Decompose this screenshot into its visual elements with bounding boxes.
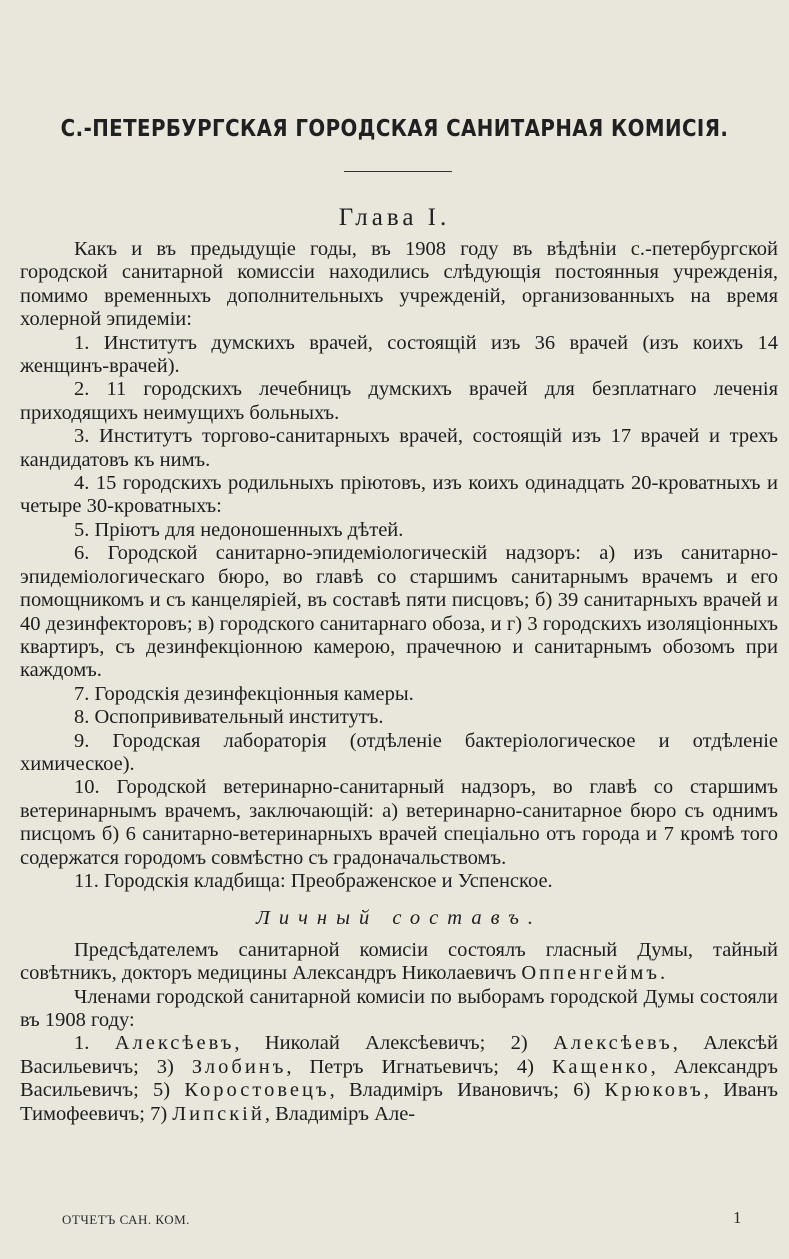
member-surname: Алексѣевъ [114, 1032, 235, 1055]
member-rest: , Петръ Игнатьевичъ; [286, 1055, 517, 1078]
chairman-text: Предсѣдателемъ санитарной комисіи состоялъ гласный Думы, тайный совѣтникъ, докторъ медицины Александръ Николаевичъ [20, 938, 778, 985]
footer-signature: ОТЧЕТЪ САН. КОМ. [62, 1212, 190, 1227]
page-number: 1 [733, 1208, 742, 1227]
list-item: 6. Городской санитарно-эпидеміологическій надзоръ: а) изъ санитарно-эпидеміологическаго бюро, во главѣ со старшимъ санитарнымъ врачемъ и его помощникомъ и съ канцеляріей, въ составѣ пяти писцовъ; б) 39 санитарныхъ врачей и 40 дезинфекторовъ; в) городского санитарнаго обоза, и г) 3 городскихъ изоляціонныхъ квартиръ, съ дезинфекціонною камерою, прачечною и санитарнымъ обозомъ при каждомъ. [20, 542, 778, 682]
member-rest: , Александръ Васильевичъ; [20, 1055, 778, 1102]
members-list [20, 1032, 778, 1126]
list-item: 3. Институтъ торгово-санитарныхъ врачей, состоящій изъ 17 врачей и трехъ кандидатовъ къ нимъ. [20, 425, 778, 471]
member-surname: Коростовецъ [184, 1079, 330, 1102]
paragraph: Какъ и въ предыдущіе годы, въ 1908 году въ вѣдѣніи с.-петербургской городской санитарной комиссіи находились слѣдующія постоянныя учрежденія, помимо временныхъ дополнительныхъ учрежденій, организованныхъ на время холерной эпидеміи: [20, 238, 778, 331]
member-prefix: 1. [74, 1032, 115, 1055]
list-item: 9. Городская лабораторія (отдѣленіе бактеріологическое и отдѣленіе химическое). [20, 729, 778, 775]
list-item: 11. Городскія кладбища: Преображенское и Успенское. [74, 869, 553, 892]
member-rest: , Алексѣй Васильевичъ; [20, 1032, 779, 1078]
page-footer [62, 1208, 742, 1228]
body-text [20, 238, 778, 1126]
member-surname: Крюковъ [604, 1079, 704, 1102]
member-rest: , Иванъ Тимофеевичъ; [20, 1079, 779, 1125]
members-intro: Членами городской санитарной комисіи по выборамъ городской Думы состояли въ 1908 году: [20, 985, 778, 1031]
list-item: 8. Оспопрививательный институтъ. [74, 706, 384, 729]
chairman-paragraph [20, 939, 778, 986]
chapter-heading: Глава I. [338, 204, 451, 231]
list-item: 10. Городской ветеринарно-санитарный надзоръ, во главѣ со старшимъ ветеринарнымъ врачемъ, заключающій: а) ветеринарно-санитарное бюро съ однимъ писцомъ б) 6 санитарно-ветеринарныхъ врачей спеціально отъ города и 7 кромѣ того содержатся городомъ совмѣстно съ градоначальствомъ. [20, 776, 778, 869]
page-title: С.-ПЕТЕРБУРГСКАЯ ГОРОДСКАЯ САНИТАРНАЯ КОМИСІЯ. [60, 116, 729, 142]
member-prefix: 5) [153, 1079, 185, 1102]
member-rest: , Владиміръ Ивановичъ; [329, 1079, 574, 1102]
section-heading: Личный составъ. [256, 907, 542, 930]
list-item: 5. Пріютъ для недоношенныхъ дѣтей. [74, 518, 404, 541]
member-surname: Липскій [172, 1102, 265, 1125]
member-surname: Алексѣевъ [553, 1032, 673, 1055]
member-prefix: 4) [516, 1055, 553, 1078]
member-surname: Злобинъ [191, 1055, 287, 1078]
list-item: 1. Институтъ думскихъ врачей, состоящій изъ 36 врачей (изъ коихъ 14 женщинъ-врачей). [20, 331, 778, 378]
chairman-name: Оппенгеймъ. [521, 962, 669, 985]
member-prefix: 3) [156, 1055, 192, 1078]
list-item: 7. Городскія дезинфекціонныя камеры. [74, 682, 414, 705]
member-rest: , Владиміръ Але- [264, 1102, 416, 1125]
title-divider [344, 171, 452, 172]
list-item: 4. 15 городскихъ родильныхъ пріютовъ, изъ коихъ одинадцать 20-кроватныхъ и четыре 30-кроватныхъ: [20, 472, 778, 518]
member-surname: Кащенко [552, 1055, 651, 1078]
member-prefix: 2) [510, 1032, 554, 1055]
member-prefix: 7) [150, 1102, 173, 1125]
member-prefix: 6) [573, 1079, 605, 1102]
member-rest: , Николай Алексѣевичъ; [234, 1032, 511, 1055]
list-item: 2. 11 городскихъ лечебницъ думскихъ врачей для безплатнаго леченія приходящихъ неимущихъ больныхъ. [20, 378, 778, 424]
